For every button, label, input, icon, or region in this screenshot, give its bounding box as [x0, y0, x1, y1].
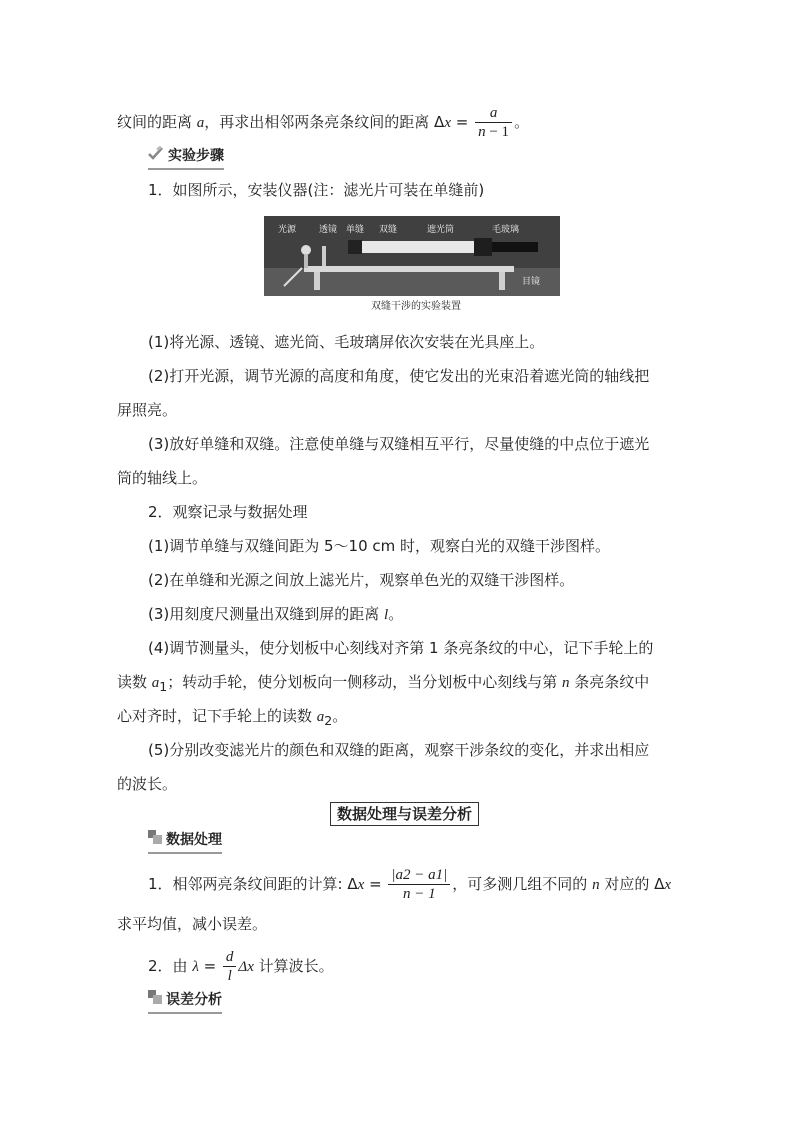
- analysis-title: 数据处理与误差分析: [330, 802, 479, 826]
- experiment-steps-heading: 实验步骤: [148, 146, 224, 170]
- substep-2-line2: 屏照亮。: [117, 401, 178, 419]
- error-analysis-heading: 误差分析: [148, 990, 222, 1014]
- photo-caption: 双缝干涉的实验装置: [371, 301, 461, 312]
- analysis-item-1-line2: 求平均值，减小误差。: [117, 915, 268, 933]
- observe-5-line2: 的波长。: [117, 775, 178, 793]
- observe-4-line1: (4)调节测量头，使分划板中心刻线对齐第 1 条亮条纹的中心，记下手轮上的: [148, 639, 654, 657]
- analysis-item-2: 2．由 λ = $\frac{d}{l}$ Δx 计算波长。: [148, 949, 334, 984]
- observe-1: (1)调节单缝与双缝间距为 5～10 cm 时，观察白光的双缝干涉图样。: [148, 537, 611, 555]
- label-single-slit: 单缝: [346, 225, 365, 235]
- substep-3-line2: 筒的轴线上。: [117, 469, 208, 487]
- observe-2: (2)在单缝和光源之间放上滤光片，观察单色光的双缝干涉图样。: [148, 571, 575, 589]
- step-2: 2．观察记录与数据处理: [148, 503, 308, 521]
- substep-3-line1: (3)放好单缝和双缝。注意使单缝与双缝相互平行，尽量使缝的中点位于遮光: [148, 435, 650, 453]
- label-ground-glass: 毛玻璃: [492, 225, 520, 235]
- intro-line: 纹间的距离 a，再求出相邻两条亮条纹间的距离 Δx = $\frac{a}{n - 1}$ 。: [117, 105, 530, 140]
- label-light-source: 光源: [278, 225, 297, 235]
- analysis-item-1: 1．相邻两亮条纹间距的计算: Δx = $\frac{|a2 - a1|}{n - 1}$ ，可多测几组不同的 n 对应的 Δx: [148, 867, 672, 902]
- apparatus-photo: [264, 216, 560, 296]
- label-eyepiece: 目镜: [522, 277, 541, 287]
- step-1: 1．如图所示，安装仪器(注：滤光片可装在单缝前): [148, 181, 485, 199]
- substep-2-line1: (2)打开光源，调节光源的高度和角度，使它发出的光束沿着遮光筒的轴线把: [148, 367, 650, 385]
- observe-4-line3: 心对齐时，记下手轮上的读数 $a_2$。: [117, 707, 348, 728]
- spacing-fraction: $\frac{|a2 - a1|}{n - 1}$: [388, 866, 450, 903]
- data-processing-heading: 数据处理: [148, 830, 222, 854]
- substep-1: (1)将光源、透镜、遮光筒、毛玻璃屏依次安装在光具座上。: [148, 333, 545, 351]
- check-pencil-icon: [148, 146, 164, 166]
- observe-3: (3)用刻度尺测量出双缝到屏的距离 l。: [148, 605, 404, 623]
- label-lens: 透镜: [319, 225, 338, 235]
- observe-4-line2: 读数 $a_1$；转动手轮，使分划板向一侧移动，当分划板中心刻线与第 n 条亮条纹中: [117, 673, 650, 694]
- block-bullet-icon: [148, 990, 162, 1010]
- block-bullet-icon: [148, 830, 162, 850]
- wavelength-fraction: $\frac{d}{l}$: [223, 948, 237, 985]
- observe-5-line1: (5)分别改变滤光片的颜色和双缝的距离，观察干涉条纹的变化，并求出相应: [148, 741, 650, 759]
- label-tube: 遮光筒: [427, 225, 455, 235]
- label-double-slit: 双缝: [379, 225, 398, 235]
- delta-x-fraction: $\frac{a}{n - 1}$: [475, 104, 512, 141]
